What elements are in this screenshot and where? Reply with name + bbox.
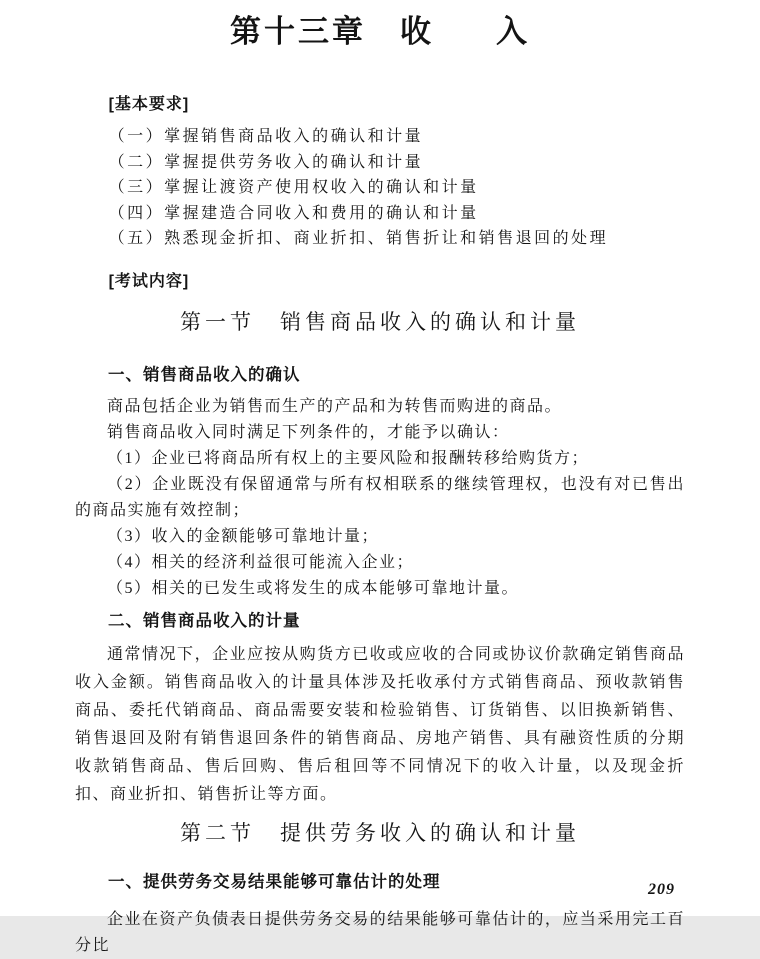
paragraph: （3）收入的金额能够可靠地计量； [107,527,380,545]
chapter-title-char1: 收 [400,14,434,50]
basic-requirements-heading: [基本要求] [108,96,190,113]
section1-sub1-body [75,394,685,602]
chapter-title [75,0,685,54]
exam-content-heading: [考试内容] [108,272,190,290]
paragraph: （2）企业既没有保留通常与所有权相联系的继续管理权，也没有对已售出的商品实施有效控制； [75,475,685,519]
paragraph: （4）相关的经济利益很可能流入企业； [107,553,415,571]
paragraph: 商品包括企业为销售而生产的产品和为转售而购进的商品。 [107,397,563,415]
requirement-item-1: （一）掌握销售商品收入的确认和计量 [108,128,424,145]
paragraph: （1）企业已将商品所有权上的主要风险和报酬转移给购货方； [107,449,590,467]
paragraph: 通常情况下，企业应按从购货方已收或应收的合同或协议价款确定销售商品收入金额。销售商品收入的计量具体涉及托收承付方式销售商品、预收款销售商品、委托代销商品、商品需要安装和检验销售、订货销售、以旧换新销售、销售退回及附有销售退回条件的销售商品、房地产销售、具有融资性质的分期收款销售商品、售后回购、售后租回等不同情况下的收入计量，以及现金折扣、商业折扣、销售折让等方面。 [75,645,685,803]
paragraph: 企业在资产负债表日提供劳务交易的结果能够可靠估计的，应当采用完工百分比 [75,910,685,954]
paragraph: （5）相关的已发生或将发生的成本能够可靠地计量。 [107,579,520,597]
chapter-title-char2: 入 [496,14,530,50]
section2-title: 第二节 提供劳务收入的确认和计量 [180,820,580,845]
section2-sub1-heading: 一、提供劳务交易结果能够可靠估计的处理 [108,872,441,891]
chapter-number: 第十三章 [230,14,366,50]
basic-requirements-list [75,124,685,252]
section1-sub2-heading: 二、销售商品收入的计量 [108,611,301,630]
requirement-item-4: （四）掌握建造合同收入和费用的确认和计量 [108,204,479,222]
requirement-item-5: （五）熟悉现金折扣、商业折扣、销售折让和销售退回的处理 [108,230,609,247]
section1-sub1-heading: 一、销售商品收入的确认 [108,365,301,384]
paragraph: 销售商品收入同时满足下列条件的，才能予以确认： [107,423,510,441]
section1-title: 第一节 销售商品收入的确认和计量 [180,309,580,334]
requirement-item-3: （三）掌握让渡资产使用权收入的确认和计量 [108,179,479,196]
requirement-item-2: （二）掌握提供劳务收入的确认和计量 [108,153,424,171]
page-number: 209 [648,881,675,898]
